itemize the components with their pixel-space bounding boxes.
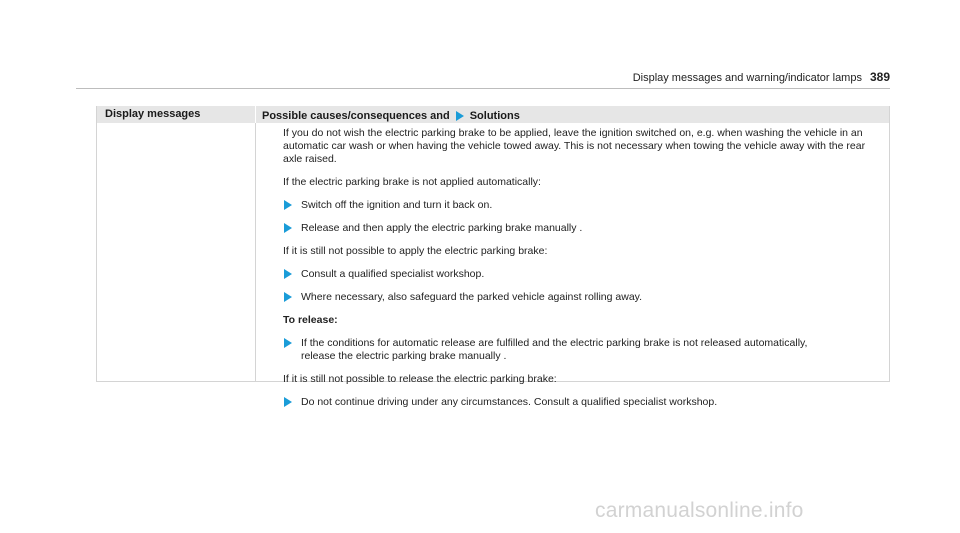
bullet-arrow-icon	[284, 397, 292, 407]
column-header-causes-label: Possible causes/consequences and	[262, 109, 450, 122]
column-header-solutions-label: Solutions	[469, 109, 520, 122]
list-item	[283, 199, 881, 212]
bullet-arrow-icon	[284, 269, 292, 279]
list-item-text-line1: If the conditions for automatic release are fulfilled and the electric parking brake is not released automatically,	[301, 337, 808, 349]
running-header-title: Display messages and warning/indicator lamps	[632, 72, 862, 84]
list-item	[283, 396, 881, 409]
table-header-row	[97, 106, 889, 123]
bullet-arrow-icon	[284, 292, 292, 302]
display-messages-table	[96, 106, 890, 408]
list-item-text: Do not continue driving under any circumstances. Consult a qualified specialist workshop.	[301, 396, 718, 408]
list-item-text: Where necessary, also safeguard the parked vehicle against rolling away.	[301, 291, 643, 303]
solutions-arrow-icon	[456, 111, 464, 121]
paragraph-wash-towing: If you do not wish the electric parking brake to be applied, leave the ignition switched on, e.g. when washing the vehicle in an automatic car wash or when having the vehicle towed away. This is not necessary when towing the vehicle away with the rear axle raised.	[283, 127, 866, 165]
list-item-text-line2: release the electric parking brake manually .	[301, 350, 507, 362]
list-item-text	[301, 337, 807, 363]
watermark: carmanualsonline.info	[595, 499, 804, 522]
list-item	[283, 291, 881, 304]
list-item-text: Release and then apply the electric parking brake manually .	[301, 222, 583, 234]
page-number: 389	[869, 70, 890, 84]
column-header-causes-solutions	[255, 106, 889, 123]
column-header-display-messages: Display messages	[105, 108, 201, 120]
bullet-arrow-icon	[284, 338, 292, 348]
paragraph-still-not-apply: If it is still not possible to apply the electric parking brake:	[283, 245, 548, 257]
paragraph-not-applied: If the electric parking brake is not applied automatically:	[283, 176, 541, 188]
paragraph-still-not-release: If it is still not possible to release the electric parking brake:	[283, 373, 557, 385]
subheading-to-release: To release:	[283, 314, 338, 326]
bullet-arrow-icon	[284, 200, 292, 210]
display-message-cell	[97, 123, 256, 382]
table-body-row	[97, 123, 889, 408]
list-item-text: Switch off the ignition and turn it back on.	[301, 199, 493, 211]
list-item-text: Consult a qualified specialist workshop.	[301, 268, 485, 280]
running-header	[560, 70, 890, 84]
header-divider	[76, 88, 890, 89]
list-item	[283, 268, 881, 281]
bullet-arrow-icon	[284, 223, 292, 233]
list-item	[283, 222, 881, 235]
causes-solutions-cell	[256, 123, 889, 408]
list-item	[283, 337, 881, 363]
